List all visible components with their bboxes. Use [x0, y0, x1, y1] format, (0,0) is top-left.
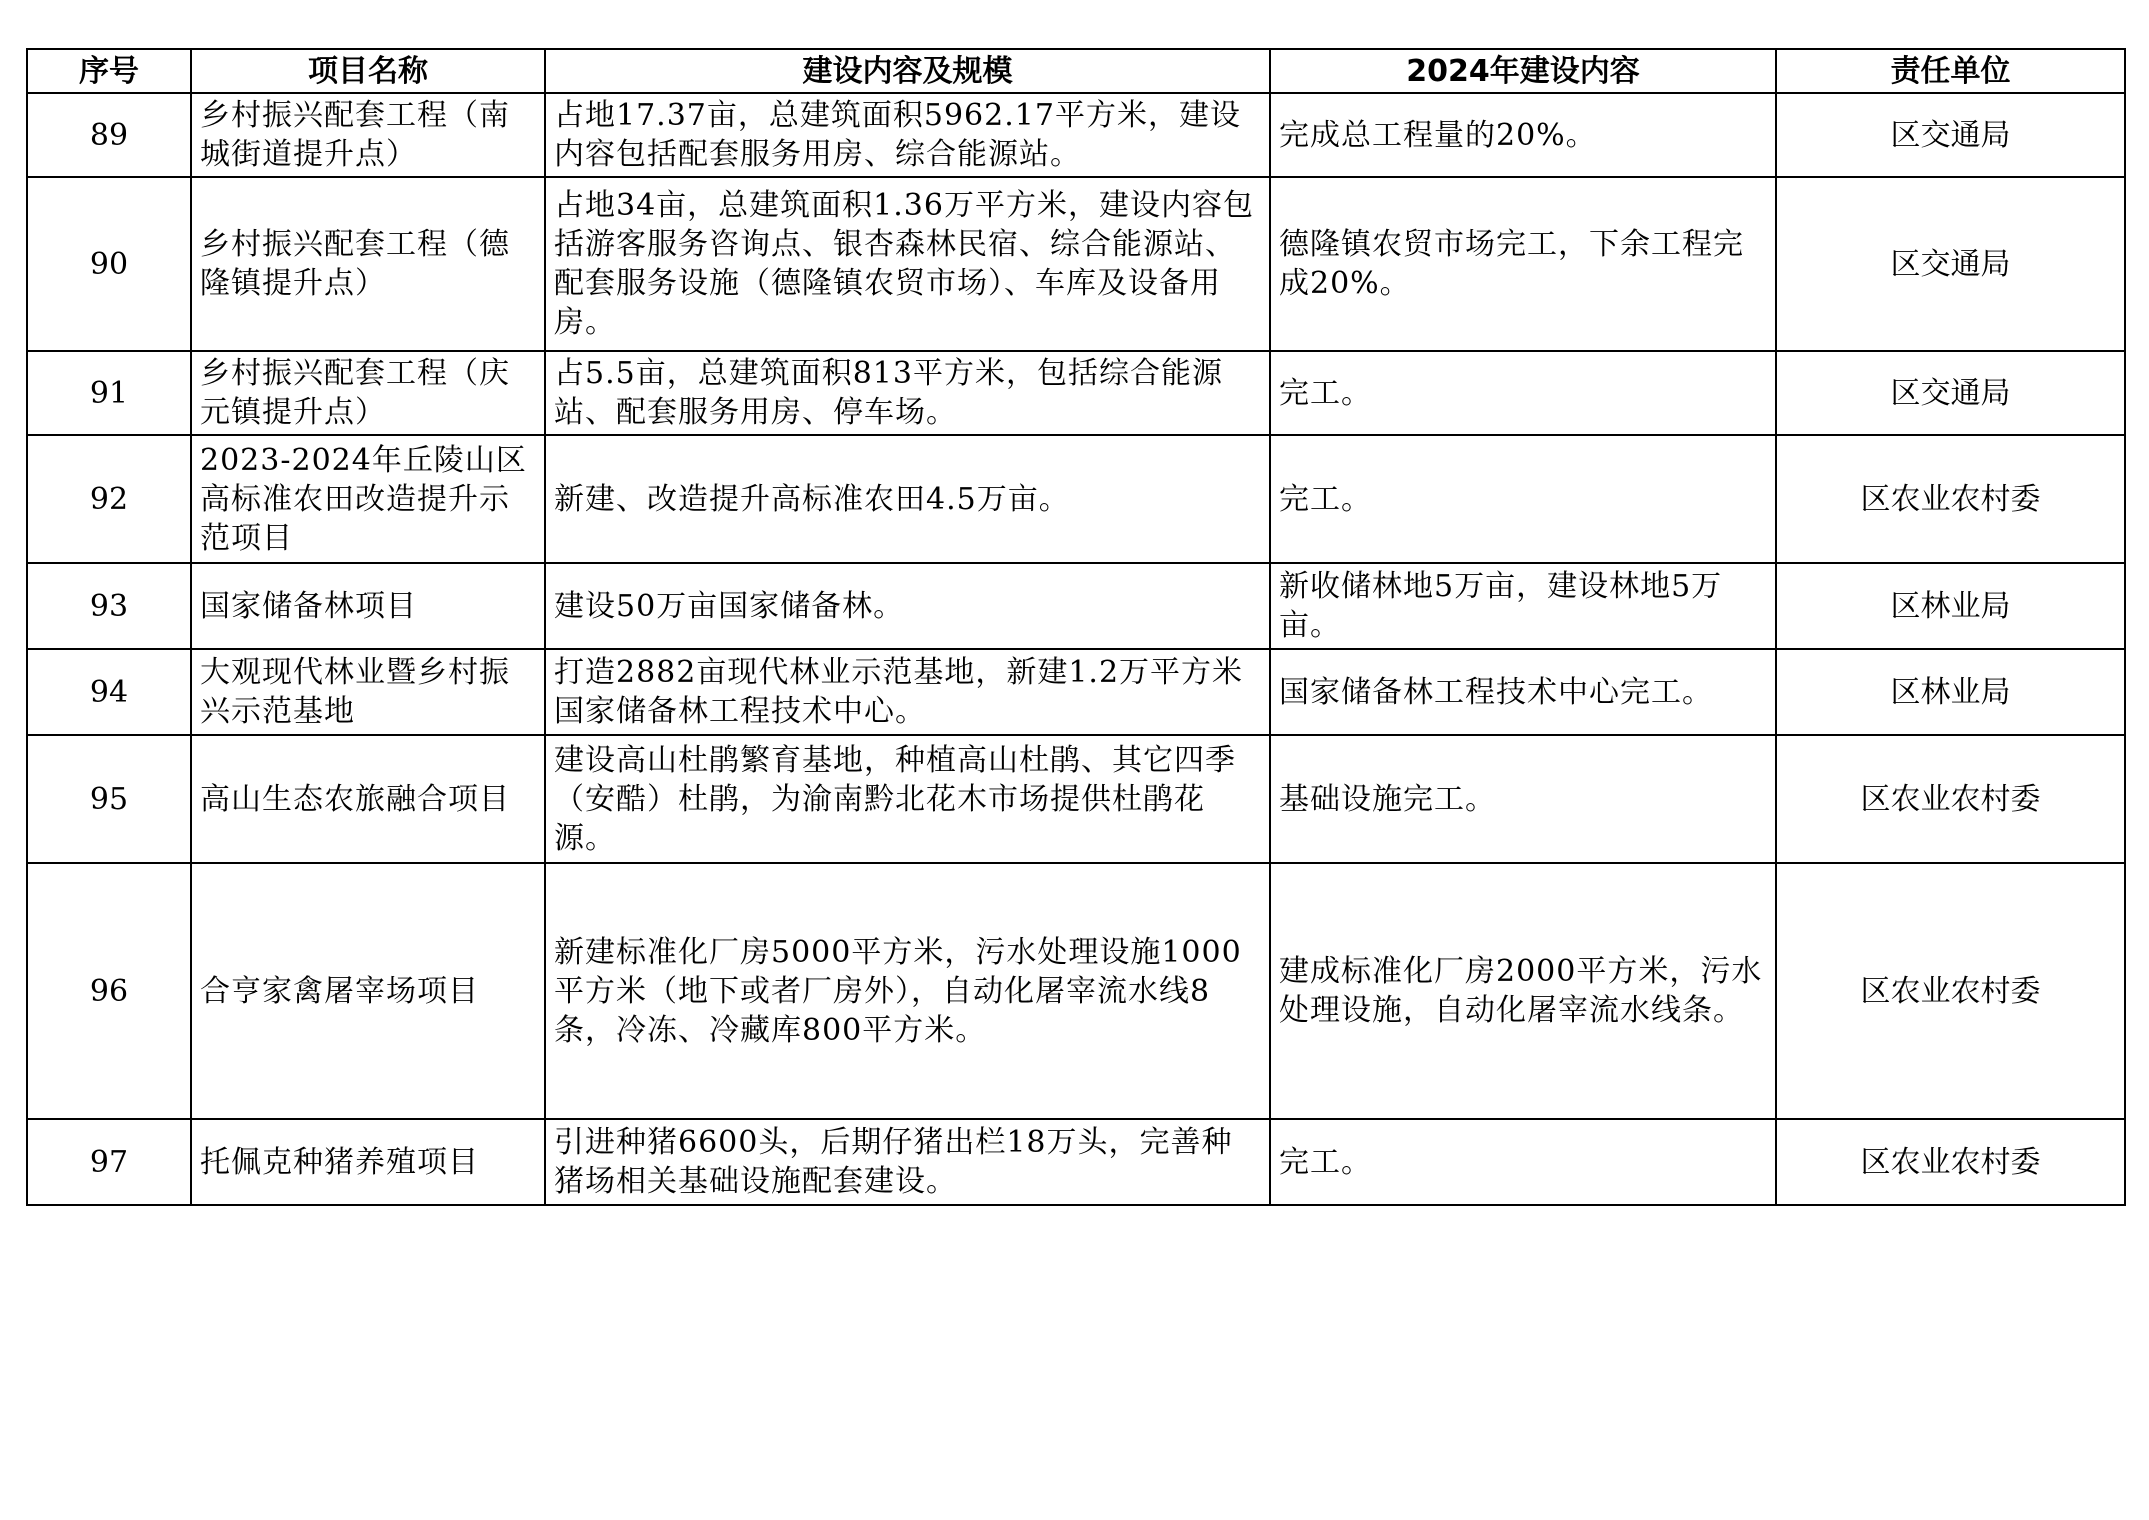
row-no: 90: [27, 177, 191, 351]
header-unit: 责任单位: [1776, 49, 2125, 93]
row-2024-content: 完工。: [1270, 435, 1776, 563]
row-2024-content: 完成总工程量的20%。: [1270, 93, 1776, 177]
row-2024-content: 建成标准化厂房2000平方米，污水处理设施，自动化屠宰流水线条。: [1270, 863, 1776, 1119]
project-table: [26, 48, 2126, 1206]
table-row: [27, 735, 2125, 863]
row-2024-content: 基础设施完工。: [1270, 735, 1776, 863]
row-project-name: 大观现代林业暨乡村振兴示范基地: [191, 649, 545, 735]
row-construction-content: 打造2882亩现代林业示范基地，新建1.2万平方米国家储备林工程技术中心。: [545, 649, 1270, 735]
row-no: 93: [27, 563, 191, 649]
row-2024-content: 完工。: [1270, 1119, 1776, 1205]
row-project-name: 2023-2024年丘陵山区高标准农田改造提升示范项目: [191, 435, 545, 563]
row-no: 97: [27, 1119, 191, 1205]
table-header-row: [27, 49, 2125, 93]
row-responsible-unit: 区农业农村委: [1776, 435, 2125, 563]
row-construction-content: 建设高山杜鹃繁育基地，种植高山杜鹃、其它四季（安酷）杜鹃，为渝南黔北花木市场提供杜鹃花源。: [545, 735, 1270, 863]
header-no: 序号: [27, 49, 191, 93]
row-responsible-unit: 区交通局: [1776, 177, 2125, 351]
row-2024-content: 国家储备林工程技术中心完工。: [1270, 649, 1776, 735]
table-row: [27, 1119, 2125, 1205]
row-2024-content: 完工。: [1270, 351, 1776, 435]
row-2024-content: 新收储林地5万亩，建设林地5万亩。: [1270, 563, 1776, 649]
row-project-name: 合亨家禽屠宰场项目: [191, 863, 545, 1119]
row-project-name: 乡村振兴配套工程（庆元镇提升点）: [191, 351, 545, 435]
row-responsible-unit: 区交通局: [1776, 351, 2125, 435]
row-construction-content: 新建标准化厂房5000平方米，污水处理设施1000平方米（地下或者厂房外），自动化屠宰流水线8条，冷冻、冷藏库800平方米。: [545, 863, 1270, 1119]
table-row: [27, 863, 2125, 1119]
row-construction-content: 新建、改造提升高标准农田4.5万亩。: [545, 435, 1270, 563]
row-responsible-unit: 区林业局: [1776, 563, 2125, 649]
table-row: [27, 649, 2125, 735]
table-row: [27, 93, 2125, 177]
row-project-name: 高山生态农旅融合项目: [191, 735, 545, 863]
row-construction-content: 建设50万亩国家储备林。: [545, 563, 1270, 649]
row-construction-content: 引进种猪6600头，后期仔猪出栏18万头，完善种猪场相关基础设施配套建设。: [545, 1119, 1270, 1205]
row-project-name: 国家储备林项目: [191, 563, 545, 649]
row-no: 94: [27, 649, 191, 735]
row-responsible-unit: 区农业农村委: [1776, 735, 2125, 863]
row-construction-content: 占5.5亩，总建筑面积813平方米，包括综合能源站、配套服务用房、停车场。: [545, 351, 1270, 435]
row-responsible-unit: 区农业农村委: [1776, 863, 2125, 1119]
table-row: [27, 177, 2125, 351]
row-construction-content: 占地17.37亩，总建筑面积5962.17平方米，建设内容包括配套服务用房、综合能源站。: [545, 93, 1270, 177]
row-project-name: 乡村振兴配套工程（南城街道提升点）: [191, 93, 545, 177]
table-row: [27, 435, 2125, 563]
row-2024-content: 德隆镇农贸市场完工，下余工程完成20%。: [1270, 177, 1776, 351]
document-page: [26, 48, 2124, 1206]
row-no: 91: [27, 351, 191, 435]
row-no: 89: [27, 93, 191, 177]
header-content: 建设内容及规模: [545, 49, 1270, 93]
row-no: 95: [27, 735, 191, 863]
row-responsible-unit: 区农业农村委: [1776, 1119, 2125, 1205]
row-no: 96: [27, 863, 191, 1119]
row-responsible-unit: 区交通局: [1776, 93, 2125, 177]
row-no: 92: [27, 435, 191, 563]
header-2024-content: 2024年建设内容: [1270, 49, 1776, 93]
header-name: 项目名称: [191, 49, 545, 93]
row-project-name: 乡村振兴配套工程（德隆镇提升点）: [191, 177, 545, 351]
table-row: [27, 563, 2125, 649]
row-project-name: 托佩克种猪养殖项目: [191, 1119, 545, 1205]
row-construction-content: 占地34亩，总建筑面积1.36万平方米，建设内容包括游客服务咨询点、银杏森林民宿、综合能源站、配套服务设施（德隆镇农贸市场）、车库及设备用房。: [545, 177, 1270, 351]
row-responsible-unit: 区林业局: [1776, 649, 2125, 735]
table-row: [27, 351, 2125, 435]
